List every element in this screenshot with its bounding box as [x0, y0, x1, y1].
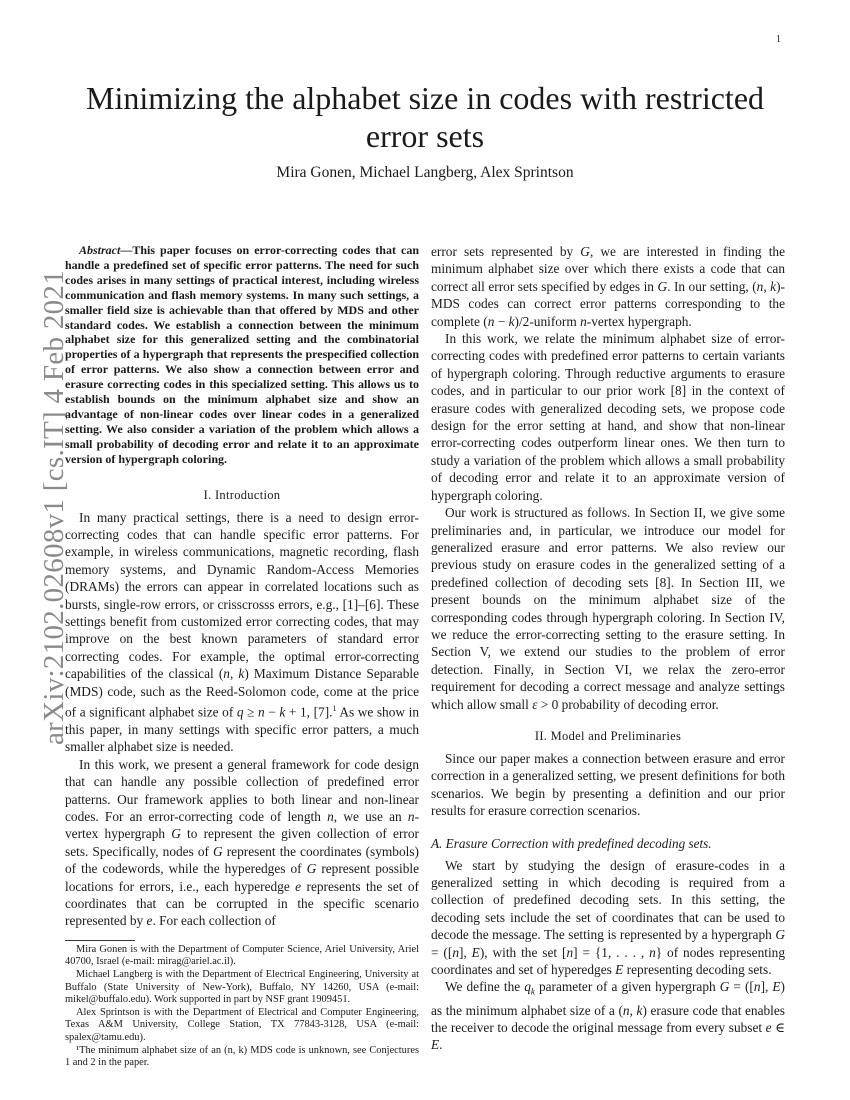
intro-paragraph-3: In this work, we relate the minimum alphabet size of error-correcting codes with predefined error patterns to certain variants of hypergraph coloring. Through reductive arguments to erasure codes, and in particular to our prior work [8] in the context of erasure codes with generalized decoding sets, we propose code design for the error setting at hand, and show that non-linear error-correcting codes outperform linear ones. We then turn to study a variation of the problem which allows a small probability of decoding error and relate it to an approximate version of hypergraph coloring.: [431, 331, 785, 503]
erasure-paragraph-2: We define the $q_k$ parameter of a given hypergraph G = ([n], E) as the minimum alphabet size of a (n, k) erasure code that enables the receiver to decode the original message from every subset e ∈ E.: [431, 979, 786, 1053]
section-heading-introduction: I. Introduction: [203, 487, 281, 502]
abstract-label: Abstract: [79, 243, 121, 257]
footnote-rule: [65, 940, 135, 941]
paper-title: Minimizing the alphabet size in codes with restricted error sets: [85, 80, 765, 154]
intro-paragraph-2-continued: error sets represented by G, we are interested in finding the minimum alphabet size over which there exists a code that can correct all error sets specified by edges in G. In our setting, (n, k)-MDS codes can correct error patterns corresponding to the complete (n − k)/2-uniform n-vertex hypergraph.: [431, 244, 785, 329]
page-number: 1: [776, 34, 781, 45]
arxiv-sidebar-stamp: arXiv:2102.02608v1 [cs.IT] 4 Feb 2021: [38, 269, 70, 745]
model-paragraph-1: Since our paper makes a connection between erasure and error correction in a generalized setting, we present definitions for both scenarios. We begin by presenting a definition and our prior results for erasure correction scenarios.: [431, 750, 785, 819]
author-list: Mira Gonen, Michael Langberg, Alex Sprintson: [276, 164, 574, 181]
abstract-text: —This paper focuses on error-correcting codes that can handle a predefined set of specific error patterns. The need for such codes arises in many settings of practical interest, including wireless communication and flash memory systems. In many such settings, a smaller field size is achievable than that offered by MDS and other standard codes. We establish a connection between the minimum alphabet size for this generalized setting and the combinatorial properties of a hypergraph that represents the prespecified collection of error patterns. We also show a connection between error and erasure correcting codes in this specialized setting. This allows us to establish bounds on the minimum alphabet size and show an advantage of non-linear codes over linear codes in a generalized setting. We also consider a variation of the problem which allows a small probability of decoding error and relate it to an approximate version of hypergraph coloring.: [65, 243, 419, 466]
footnote-mds-alphabet: ¹The minimum alphabet size of an (n, k) MDS code is unknown, see Conjectures 1 and 2 in the paper.: [65, 1044, 419, 1069]
abstract: [65, 243, 419, 467]
right-column: [431, 243, 785, 1054]
section-heading-model: II. Model and Preliminaries: [534, 728, 682, 743]
intro-paragraph-1: In many practical settings, there is a need to design error-correcting codes that can handle specific error patterns. For example, in wireless communications, magnetic recording, flash memory systems, and Dynamic Random-Access Memories (DRAMs) the errors can appear in correlated locations such as bursts, single-row errors, or crisscrosss errors, e.g., [1]–[6]. These settings benefit from customized error correcting codes, that may improve on the best known parameters of standard error correcting codes. For example, the optimal error-correcting capabilities of the classical (n, k) Maximum Distance Separable (MDS) code, such as the Reed-Solomon code, come at the price of a significant alphabet size of q ≥ n − k + 1, [7].$^1$ As we show in this paper, in many settings with specific error patters, a much smaller alphabet size is needed.: [65, 509, 420, 755]
intro-paragraph-4: Our work is structured as follows. In Section II, we give some preliminaries and, in particular, we introduce our model for generalized erasure and error patterns. We also review our previous study on erasure codes in the generalized setting of a predefined collection of decoding sets [8]. In Section III, we present bounds on the minimum alphabet size of the corresponding codes through hypergraph coloring. In Section IV, we reduce the error-correcting setting to the erasure setting. In Section V, we extend our studies to the problem of error detection. Finally, in Section VI, we relax the zero-error requirement for decoding a correct message and analyze settings which allow small ε > 0 probability of decoding error.: [431, 505, 785, 712]
left-column: [65, 243, 419, 1070]
footnote-affiliation-sprintson: Alex Sprintson is with the Department of Electrical and Computer Engineering, Texas A&M University, College Station, TX 77843-3128, USA (e-mail: spalex@tamu.edu).: [65, 1006, 419, 1043]
intro-paragraph-2: In this work, we present a general framework for code design that can handle any possible collection of predefined error patterns. Our framework applies to both linear and non-linear codes. For an error-correcting code of length n, we use an n-vertex hypergraph G to represent the given collection of error sets. Specifically, nodes of G represent the coordinates (symbols) of the codewords, while the hyperedges of G represent possible locations for errors, i.e., each hyperedge e represents the set of coordinates that can be corrupted in the specific scenario represented by e. For each collection of: [65, 756, 420, 929]
footnote-affiliation-langberg: Michael Langberg is with the Department of Electrical Engineering, University at Buffalo (State University of New-York), Buffalo, NY 14260, USA (e-mail: mikel@buffalo.edu). Work supported in part by NSF grant 1909451.: [65, 968, 419, 1006]
subsection-heading-erasure: A. Erasure Correction with predefined decoding sets.: [431, 835, 712, 851]
erasure-paragraph-1: We start by studying the design of erasure-codes in a generalized setting in which decoding is required from a collection of predefined decoding sets. In this setting, the decoding sets include the set of coordinates that can be used to decode the message. The setting is represented by a hypergraph G = ([n], E), with the set [n] = {1, . . . , n} of nodes representing coordinates and set of hyperedges E representing decoding sets.: [431, 857, 786, 978]
footnote-affiliation-gonen: Mira Gonen is with the Department of Computer Science, Ariel University, Ariel 40700, Israel (e-mail: mirag@ariel.ac.il).: [65, 943, 419, 968]
